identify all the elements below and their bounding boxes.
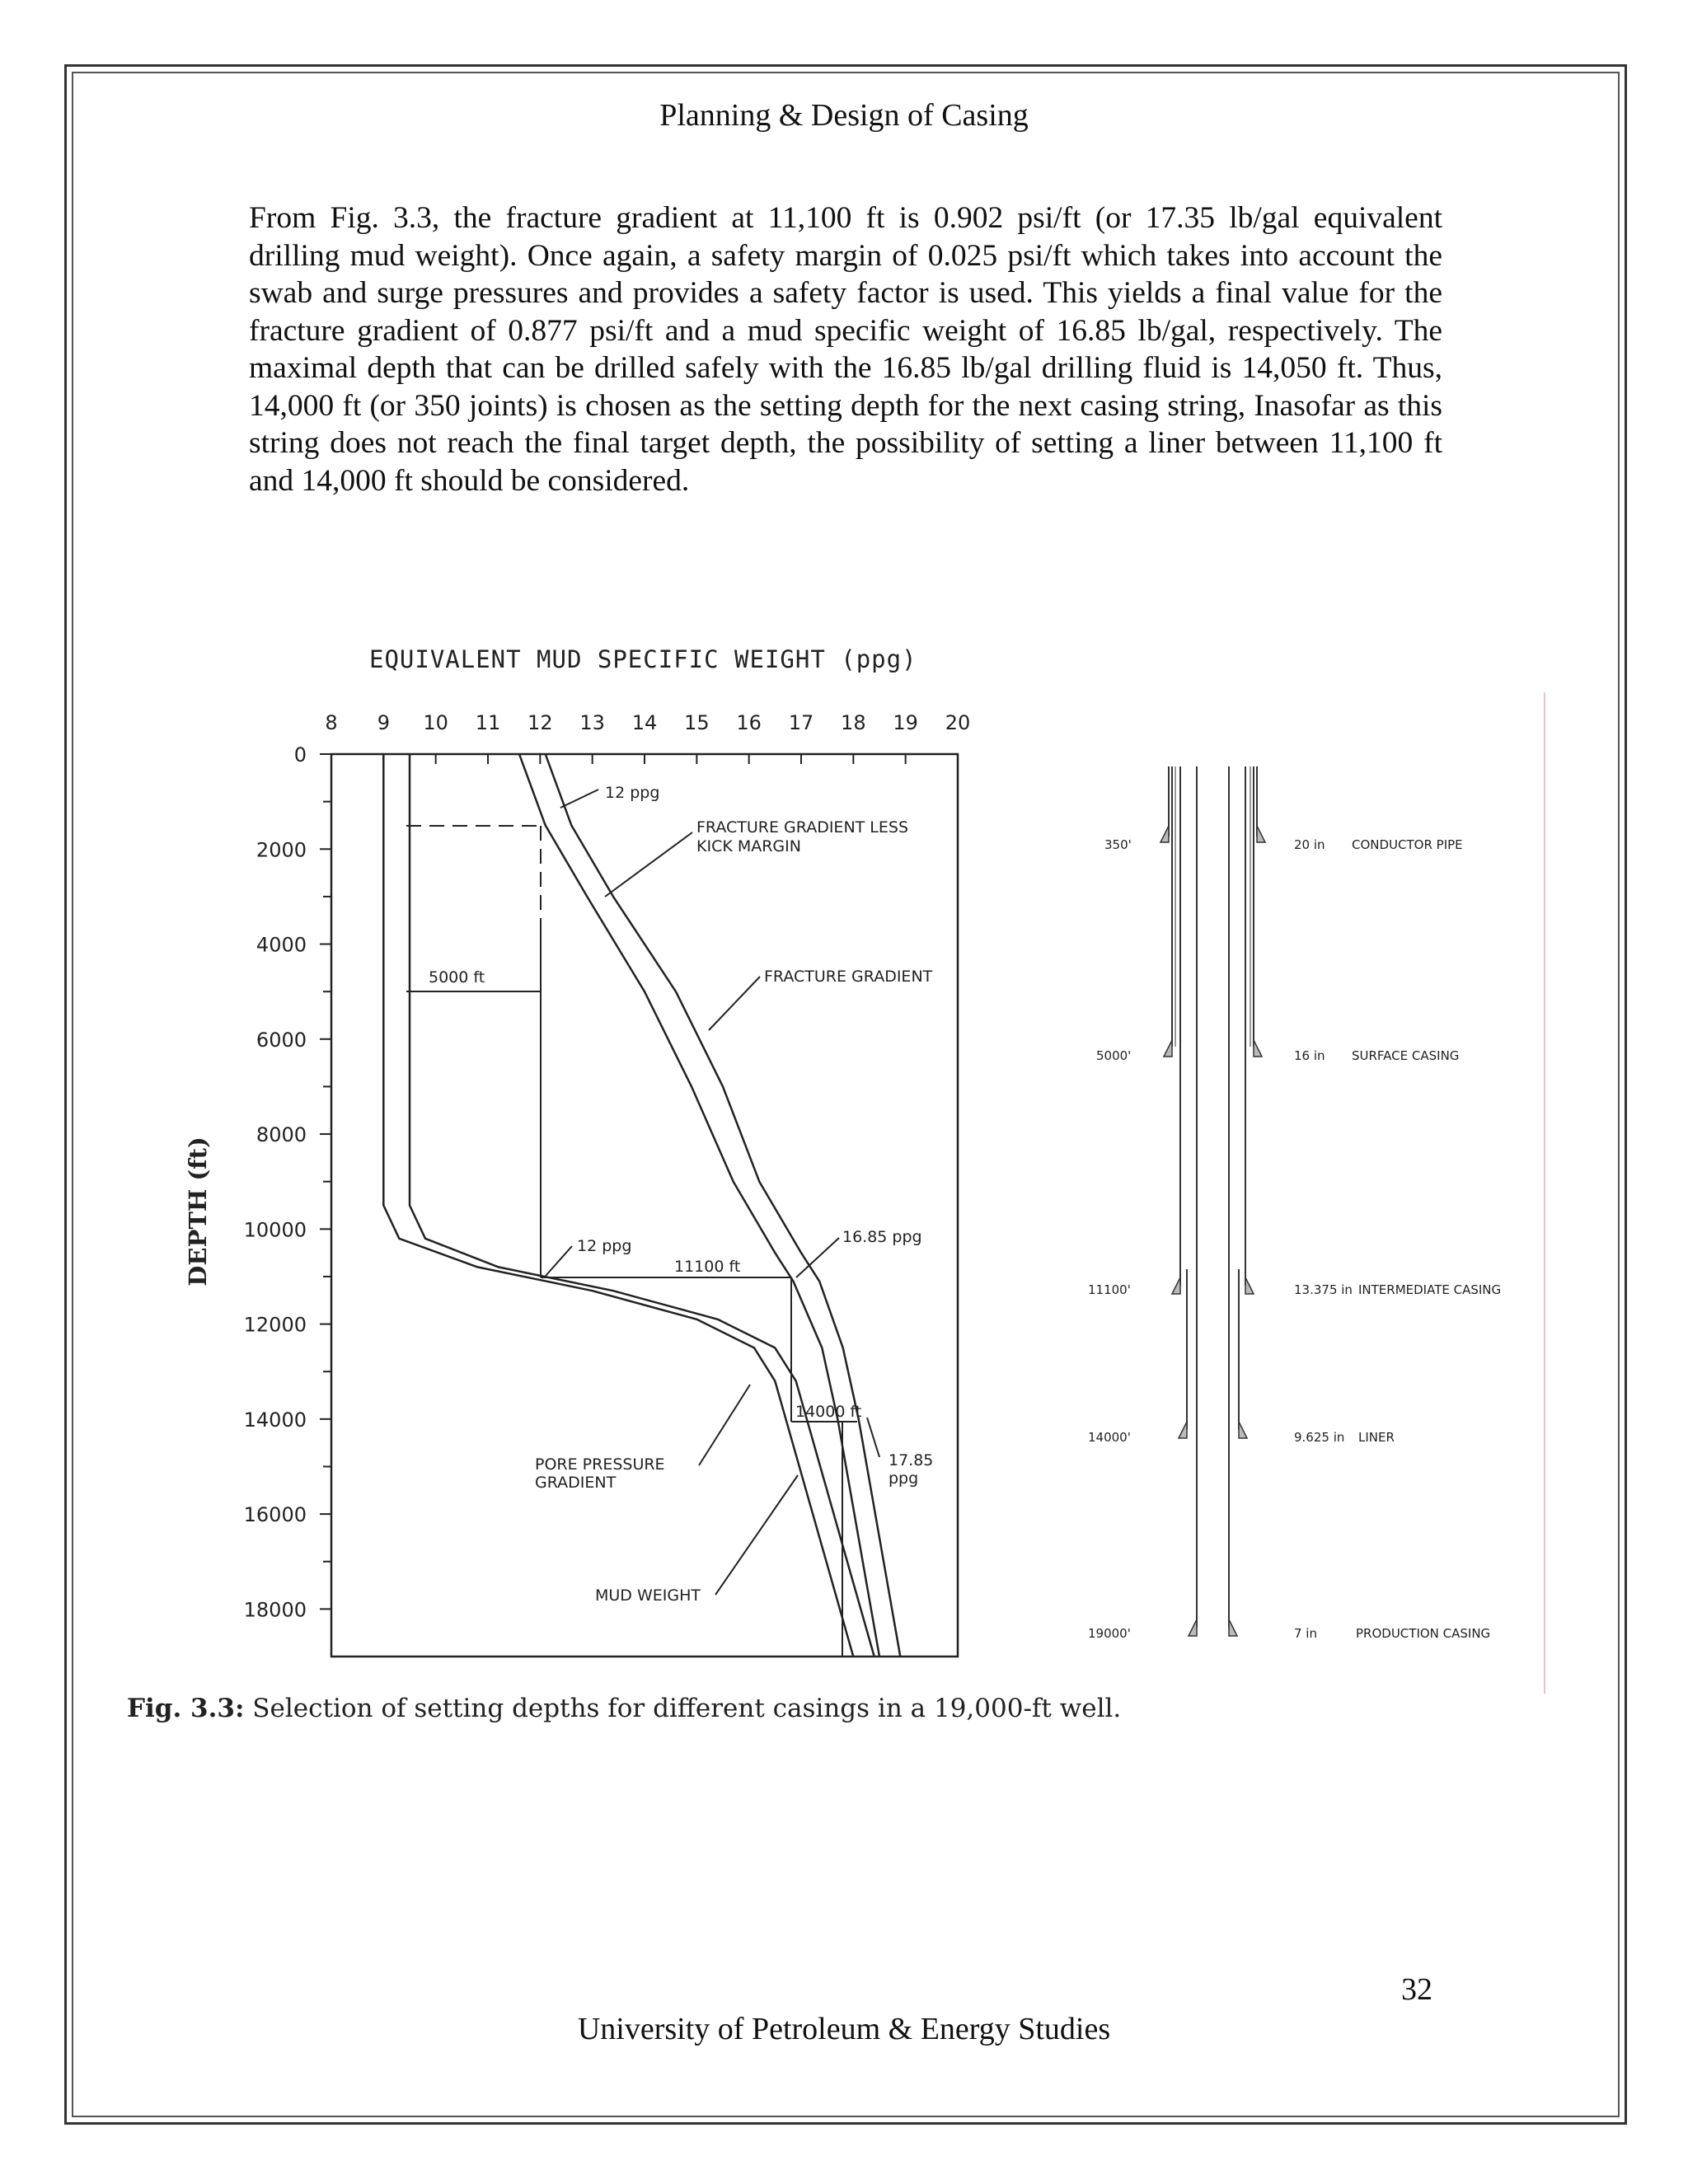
page-number: 32 <box>1401 1972 1432 2007</box>
annotation-1785-2: ppg <box>889 1469 919 1488</box>
x-tick-label: 11 <box>475 711 501 734</box>
casing-name-surface: SURFACE CASING <box>1352 1048 1460 1063</box>
leader-1785 <box>867 1418 879 1457</box>
x-tick-label: 18 <box>841 711 866 734</box>
casing-name-liner: LINER <box>1358 1430 1395 1445</box>
annotation-1685ppg: 16.85 ppg <box>842 1228 922 1246</box>
shoe-19000-left <box>1189 1619 1197 1636</box>
y-tick-label: 0 <box>293 743 307 766</box>
y-tick-label: 8000 <box>256 1123 307 1147</box>
casing-depth-5000: 5000' <box>1096 1048 1132 1063</box>
casing-depth-14000: 14000' <box>1088 1430 1131 1445</box>
x-tick-label: 10 <box>423 711 448 734</box>
y-tick-label: 16000 <box>243 1503 307 1527</box>
annotation-1785-1: 17.85 <box>889 1451 934 1469</box>
leader-12ppg-mid <box>546 1246 572 1276</box>
casing-depth-11100: 11100' <box>1088 1282 1131 1297</box>
casing-size-20: 20 in <box>1294 837 1325 852</box>
casing-size-13375: 13.375 in <box>1294 1282 1353 1297</box>
annotation-11100ft: 11100 ft <box>674 1258 741 1276</box>
casing-name-intermediate: INTERMEDIATE CASING <box>1358 1282 1502 1297</box>
casing-size-9625: 9.625 in <box>1294 1430 1345 1445</box>
y-tick-label: 14000 <box>243 1408 307 1432</box>
running-header: Planning & Design of Casing <box>659 98 1029 133</box>
x-tick-label: 15 <box>684 711 710 734</box>
y-tick-label: 4000 <box>256 933 307 957</box>
casing-size-16: 16 in <box>1294 1048 1325 1063</box>
leader-pore <box>699 1385 750 1465</box>
annotation-12ppg-top: 12 ppg <box>605 784 660 802</box>
casing-name-conductor: CONDUCTOR PIPE <box>1352 837 1463 852</box>
x-tick-label: 16 <box>736 711 762 734</box>
annotation-pore-2: GRADIENT <box>535 1474 617 1492</box>
shoe-5000-right <box>1254 1040 1262 1057</box>
construction-lines <box>406 790 879 1657</box>
shoe-11100-left <box>1172 1277 1180 1294</box>
shoe-14000-left <box>1179 1422 1187 1438</box>
series-line-1 <box>410 754 874 1657</box>
series-line-2 <box>519 754 879 1657</box>
leader-frac-less-kick <box>605 832 692 897</box>
y-axis-title: DEPTH (ft) <box>184 1137 212 1286</box>
running-footer: University of Petroleum & Energy Studies <box>577 2012 1111 2046</box>
annotation-pore-1: PORE PRESSURE <box>535 1455 665 1474</box>
casing-size-7: 7 in <box>1294 1626 1317 1641</box>
y-tick-label: 12000 <box>243 1313 307 1337</box>
x-tick-label: 13 <box>579 711 605 734</box>
x-tick-label: 12 <box>528 711 553 734</box>
annotation-frac-gradient: FRACTURE GRADIENT <box>764 968 933 986</box>
x-tick-label: 14 <box>631 711 658 734</box>
caption-text: Selection of setting depths for different casings in a 19,000-ft well. <box>252 1694 1122 1723</box>
annotation-12ppg-mid: 12 ppg <box>577 1237 632 1255</box>
curves <box>383 754 900 1657</box>
casing-depth-19000: 19000' <box>1088 1626 1131 1641</box>
x-tick-label: 20 <box>945 711 971 734</box>
shoe-19000-right <box>1229 1619 1237 1636</box>
chart-title: EQUIVALENT MUD SPECIFIC WEIGHT (ppg) <box>369 645 917 673</box>
x-tick-label: 8 <box>325 711 338 734</box>
y-tick-label: 18000 <box>243 1598 307 1622</box>
x-tick-label: 19 <box>893 711 918 734</box>
x-tick-labels <box>325 711 970 734</box>
y-tick-label: 6000 <box>256 1028 307 1052</box>
casing-shoes <box>1160 826 1265 1636</box>
annotation-frac-less-kick-1: FRACTURE GRADIENT LESS <box>696 818 909 837</box>
shoe-5000-left <box>1164 1040 1172 1057</box>
series-line-0 <box>383 754 853 1657</box>
leader-1685 <box>796 1238 839 1277</box>
x-tick-label: 9 <box>377 711 390 734</box>
y-tick-labels <box>244 743 307 1621</box>
shoe-350-left <box>1160 826 1169 842</box>
shoe-14000-right <box>1239 1422 1247 1438</box>
annotation-mud-weight: MUD WEIGHT <box>595 1586 701 1605</box>
casing-depth-350: 350' <box>1104 837 1132 852</box>
x-tick-label: 17 <box>788 711 814 734</box>
plot-frame <box>331 754 958 1657</box>
series-line-3 <box>546 754 901 1657</box>
x-tick-marks <box>331 754 958 764</box>
annotation-5000ft: 5000 ft <box>429 968 485 987</box>
body-paragraph: From Fig. 3.3, the fracture gradient at 11,100 ft is 0.902 psi/ft (or 17.35 lb/gal equivalent drilling mud weight). Once again, a safety margin of 0.025 psi/ft which takes into account the swab and surge pressures and provides a safety factor is used. This yields a final value for the fracture gradient of 0.877 psi/ft and a mud specific weight of 16.85 lb/gal, respectively. The maximal depth that can be drilled safely with the 16.85 lb/gal drilling fluid is 14,050 ft. Thus, 14,000 ft (or 350 joints) is chosen as the setting depth for the next casing string, Inasofar as this string does not reach the final target depth, the possibility of setting a liner between 11,100 ft and 14,000 ft should be considered. <box>249 201 1442 498</box>
shoe-350-right <box>1257 826 1265 842</box>
annotation-frac-less-kick-2: KICK MARGIN <box>696 837 801 855</box>
leader-12ppg-top <box>560 790 598 808</box>
y-tick-label: 2000 <box>256 838 307 862</box>
leader-mud-weight <box>715 1475 798 1595</box>
y-tick-marks <box>320 754 331 1609</box>
leader-frac-gradient <box>709 977 760 1030</box>
caption-label: Fig. 3.3: <box>127 1694 245 1723</box>
casing-name-production: PRODUCTION CASING <box>1356 1626 1491 1641</box>
shoe-11100-right <box>1245 1277 1254 1294</box>
annotation-14000ft: 14000 ft <box>795 1403 862 1421</box>
figure-caption <box>127 1694 1121 1723</box>
y-tick-label: 10000 <box>243 1218 307 1242</box>
